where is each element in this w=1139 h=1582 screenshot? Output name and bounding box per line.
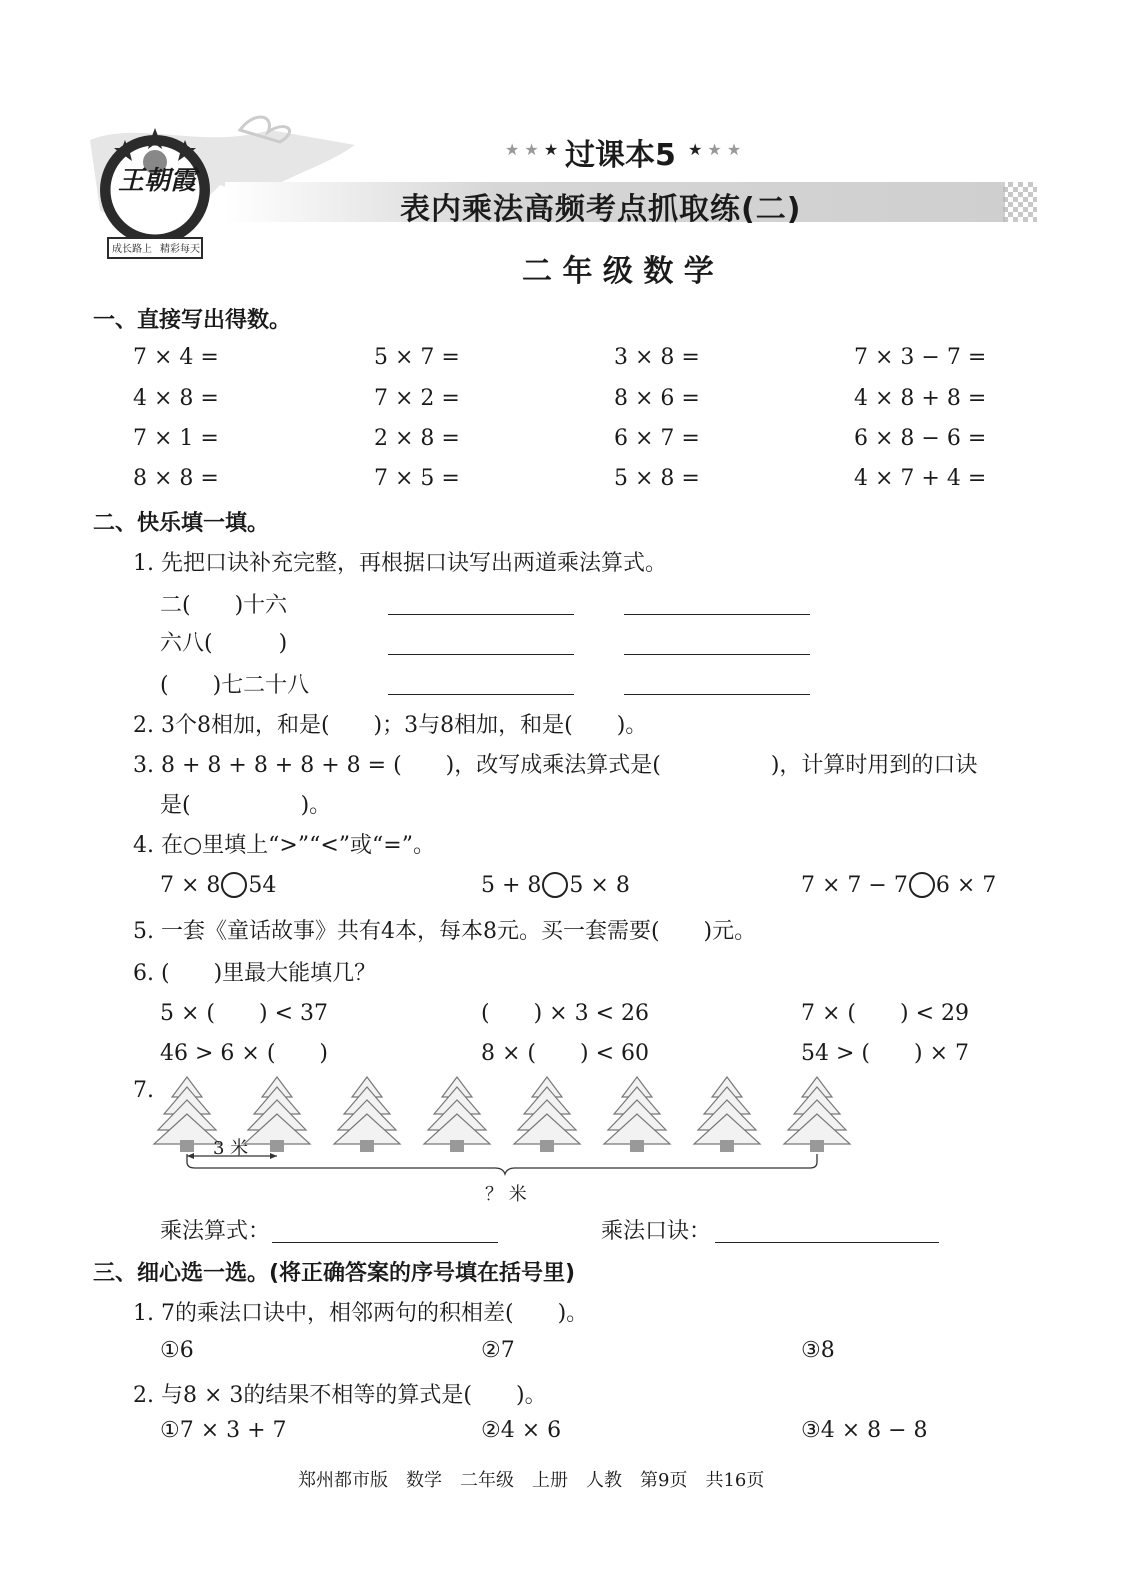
answer-line[interactable] (624, 654, 810, 655)
s2-q1-item-1: 二( )十六 (160, 593, 288, 618)
tree (784, 1077, 850, 1152)
tree (154, 1077, 220, 1152)
s3-q1: 1. 7的乘法口诀中，相邻两句的积相差( )。 (133, 1301, 589, 1326)
answer-line[interactable] (388, 614, 574, 615)
s2-q1-item-3: ( )七二十八 (160, 673, 310, 698)
logo-motto-left: 成长路上 (112, 244, 152, 255)
calc-item: 4 × 8 + 8 = (854, 386, 987, 411)
calc-item: 7 × 3 − 7 = (854, 345, 987, 370)
q6-item: ( ) × 3 < 26 (481, 1001, 649, 1026)
formula-label: 乘法算式： (160, 1219, 271, 1244)
tree (694, 1077, 760, 1152)
compare-item-2 (481, 872, 630, 898)
compare-left: 7 × 7 − 7 (801, 873, 908, 898)
compare-item-3 (801, 872, 996, 898)
compare-left: 5 + 8 (481, 873, 542, 898)
compare-right: 6 × 7 (935, 873, 997, 898)
s2-q1-text: 1. 先把口诀补充完整，再根据口诀写出两道乘法算式。 (133, 551, 667, 576)
s2-q7-number: 7. (133, 1078, 154, 1103)
compare-right: 5 × 8 (569, 873, 630, 898)
s2-q4: 4. 在○里填上“>”“<”或“=”。 (133, 833, 435, 858)
calc-item: 2 × 8 = (374, 426, 460, 451)
page-title: 表内乘法高频考点抓取练(二) (400, 192, 802, 227)
answer-line[interactable] (388, 694, 574, 695)
compare-right: 54 (248, 873, 277, 898)
page-subtitle: 二 年 级 数 学 (522, 254, 714, 289)
series-stars-left: ★ ★ ★ (505, 140, 559, 159)
q6-item: 54 > ( ) × 7 (801, 1041, 969, 1066)
tree (334, 1077, 400, 1152)
compare-left: 7 × 8 (160, 873, 221, 898)
compare-circle[interactable] (221, 872, 247, 898)
tree (424, 1077, 490, 1152)
arrow-head (187, 1153, 194, 1159)
footer: 郑州都市版 数学 二年级 上册 人教 第9页 共16页 (298, 1470, 765, 1491)
rhyme-blank[interactable] (715, 1242, 939, 1243)
calc-item: 7 × 5 = (374, 466, 460, 491)
calc-item: 8 × 8 = (133, 466, 219, 491)
section1-heading: 一、直接写出得数。 (93, 308, 292, 333)
s2-q3b: 是( )。 (160, 793, 332, 818)
calc-item: 3 × 8 = (614, 345, 700, 370)
s3-q2-option[interactable]: ③4 × 8 − 8 (801, 1418, 928, 1443)
s2-q1-item-2: 六八( ) (160, 631, 288, 656)
q6-item: 46 > 6 × ( ) (160, 1041, 328, 1066)
series-label: 过课本5 (565, 138, 676, 173)
compare-circle[interactable] (542, 872, 568, 898)
s2-q5: 5. 一套《童话故事》共有4本，每本8元。买一套需要( )元。 (133, 919, 757, 944)
section2-heading: 二、快乐填一填。 (93, 511, 270, 536)
rhyme-label: 乘法口诀： (601, 1219, 712, 1244)
calc-item: 7 × 4 = (133, 345, 219, 370)
total-label: ？ 米 (485, 1184, 527, 1205)
tree (514, 1077, 580, 1152)
answer-line[interactable] (388, 654, 574, 655)
s3-q2-option[interactable]: ②4 × 6 (481, 1418, 562, 1443)
tree (604, 1077, 670, 1152)
calc-item: 7 × 2 = (374, 386, 460, 411)
calc-item: 4 × 8 = (133, 386, 219, 411)
calc-item: 5 × 8 = (614, 466, 700, 491)
s2-q6: 6. ( )里最大能填几？ (133, 961, 377, 986)
total-brace (187, 1154, 817, 1174)
tree (244, 1077, 310, 1152)
calc-item: 6 × 7 = (614, 426, 700, 451)
s3-q1-option[interactable]: ②7 (481, 1338, 515, 1363)
s2-q3: 3. 8 + 8 + 8 + 8 + 8 = ( )，改写成乘法算式是( )，计算时用到的口诀 (133, 753, 978, 778)
series-stars-right: ★ ★ ★ (688, 140, 742, 159)
banner-pattern (1003, 182, 1037, 222)
logo-brand: 王朝霞 (118, 166, 197, 196)
calc-item: 7 × 1 = (133, 426, 219, 451)
answer-line[interactable] (624, 694, 810, 695)
s3-q2: 2. 与8 × 3的结果不相等的算式是( )。 (133, 1383, 547, 1408)
q6-item: 7 × ( ) < 29 (801, 1001, 969, 1026)
calc-item: 4 × 7 + 4 = (854, 466, 987, 491)
answer-line[interactable] (624, 614, 810, 615)
compare-item-1 (160, 872, 276, 898)
calc-item: 6 × 8 − 6 = (854, 426, 987, 451)
s2-q2: 2. 3个8相加，和是( )；3与8相加，和是( )。 (133, 713, 648, 738)
calc-item: 8 × 6 = (614, 386, 700, 411)
calc-item: 5 × 7 = (374, 345, 460, 370)
compare-circle[interactable] (909, 872, 935, 898)
arrow-head (270, 1153, 277, 1159)
section3-heading: 三、细心选一选。(将正确答案的序号填在括号里) (93, 1261, 576, 1286)
s3-q1-option[interactable]: ①6 (160, 1338, 194, 1363)
s3-q2-option[interactable]: ①7 × 3 + 7 (160, 1418, 287, 1443)
q6-item: 5 × ( ) < 37 (160, 1001, 328, 1026)
formula-blank[interactable] (272, 1242, 498, 1243)
logo-motto-right: 精彩每天 (160, 244, 200, 255)
q6-item: 8 × ( ) < 60 (481, 1041, 649, 1066)
gap-label: 3 米 (213, 1138, 249, 1159)
s3-q1-option[interactable]: ③8 (801, 1338, 835, 1363)
